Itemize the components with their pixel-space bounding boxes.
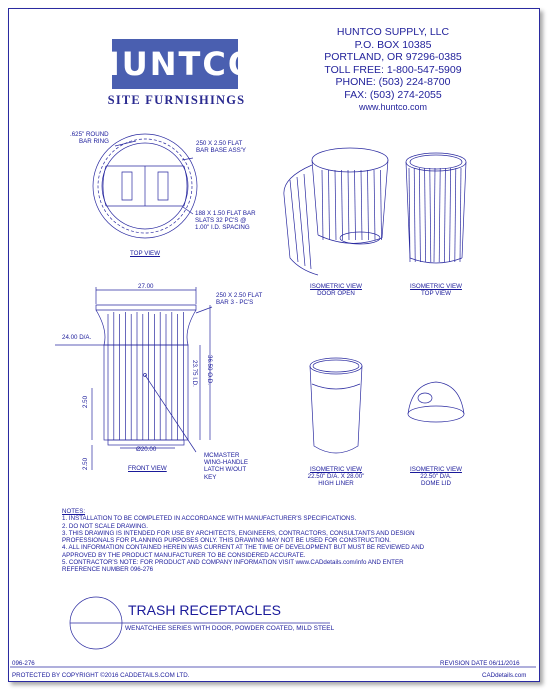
company-name: HUNTCO SUPPLY, LLC	[336, 26, 450, 38]
drawing-subtitle: WENATCHEE SERIES WITH DOOR, POWDER COATED, MILD STEEL	[125, 625, 335, 632]
company-toll-free: TOLL FREE: 1-800-547-5909	[324, 63, 462, 76]
dim-3650: 36.50 O.D.	[206, 355, 213, 385]
flat-bar-label: 250 X 2.50 FLAT BAR 3 - PC'S	[216, 292, 263, 307]
iso-top-drawing	[406, 153, 466, 263]
top-view-label: TOP VIEW	[130, 250, 161, 257]
drawing-title: TRASH RECEPTACLES	[128, 602, 281, 618]
dim-24-dia: 24.00 D/A.	[62, 334, 92, 341]
note-line: 4. ALL INFORMATION CONTAINED HEREIN WAS CURRENT AT THE TIME OF DEVELOPMENT BUT MUST BE REVIEWED AND	[62, 544, 425, 552]
base-assy-label: 250 X 2.50 FLAT BAR BASE ASS'Y	[196, 140, 247, 155]
huntco-logo: HUNTCO	[112, 39, 238, 89]
front-view-drawing	[55, 287, 212, 470]
dome-lid-drawing	[408, 382, 464, 422]
caddetails-link[interactable]: CADdetails.com	[482, 672, 527, 679]
dim-250-lower: 2.50	[82, 457, 89, 470]
dim-2375: 23.75 I.D.	[191, 360, 198, 387]
company-phone: PHONE: (503) 224-8700	[335, 76, 451, 88]
notes-block	[62, 508, 482, 574]
iso-door-label: ISOMETRIC VIEW DOOR OPEN	[310, 283, 362, 298]
bar-ring-label: .625" ROUND BAR RING	[70, 131, 109, 146]
note-line: 2. DO NOT SCALE DRAWING.	[62, 522, 148, 530]
company-website[interactable]: www.huntco.com	[358, 102, 428, 112]
note-line: REFERENCE NUMBER 096-276	[62, 566, 154, 574]
revision-date: REVISION DATE 06/11/2016	[440, 660, 520, 667]
note-line: 3. THIS DRAWING IS INTENDED FOR USE BY ARCHITECTS, ENGINEERS, CONTRACTORS, CONSULTANTS AND DESIGN	[62, 529, 415, 537]
logo-tagline: SITE FURNISHINGS	[107, 93, 246, 107]
iso-door-open-drawing	[284, 148, 388, 275]
notes-heading: NOTES:	[62, 508, 86, 515]
company-address	[318, 26, 468, 114]
iso-dome-label: ISOMETRIC VIEW 22.50" D/A. DOME LID	[410, 466, 462, 488]
note-line: 1. INSTALLATION TO BE COMPLETED IN ACCORDANCE WITH MANUFACTURER'S SPECIFICATIONS.	[62, 515, 357, 523]
note-line: 5. CONTRACTOR'S NOTE: FOR PRODUCT AND COMPANY INFORMATION VISIT www.CADdetails.com/info AND ENTER	[62, 559, 404, 567]
iso-liner-label: ISOMETRIC VIEW 22.50" D/A. X 28.00" HIGH LINER	[307, 466, 365, 488]
copyright: PROTECTED BY COPYRIGHT ©2016 CADDETAILS.COM LTD.	[12, 672, 190, 679]
top-view-drawing	[93, 134, 197, 238]
company-fax: FAX: (503) 274-2055	[344, 88, 442, 101]
company-po-box: P.O. BOX 10385	[354, 38, 432, 51]
latch-label: MCMASTER WING-HANDLE LATCH W/OUT KEY	[204, 452, 249, 481]
dim-27: 27.00	[138, 283, 154, 290]
dim-dia-20: Ø20.00	[136, 446, 157, 453]
note-line: PROFESSIONALS FOR PLANNING PURPOSES ONLY. THIS DRAWING MAY NOT BE USED FOR CONSTRUCTION.	[62, 537, 391, 545]
iso-top-label: ISOMETRIC VIEW TOP VIEW	[410, 283, 462, 298]
note-line: APPROVED BY THE PRODUCT MANUFACTURER TO BE CONSIDERED ACCURATE.	[62, 551, 306, 559]
company-city: PORTLAND, OR 97296-0385	[324, 51, 462, 63]
front-view-label: FRONT VIEW	[128, 465, 167, 472]
reference-number: 096-276	[12, 660, 35, 667]
dim-250-upper: 2.50	[82, 395, 89, 408]
liner-drawing	[310, 358, 362, 453]
slats-label: 188 X 1.50 FLAT BAR SLATS 32 PC'S @ 1.00" I.D. SPACING	[195, 210, 256, 232]
